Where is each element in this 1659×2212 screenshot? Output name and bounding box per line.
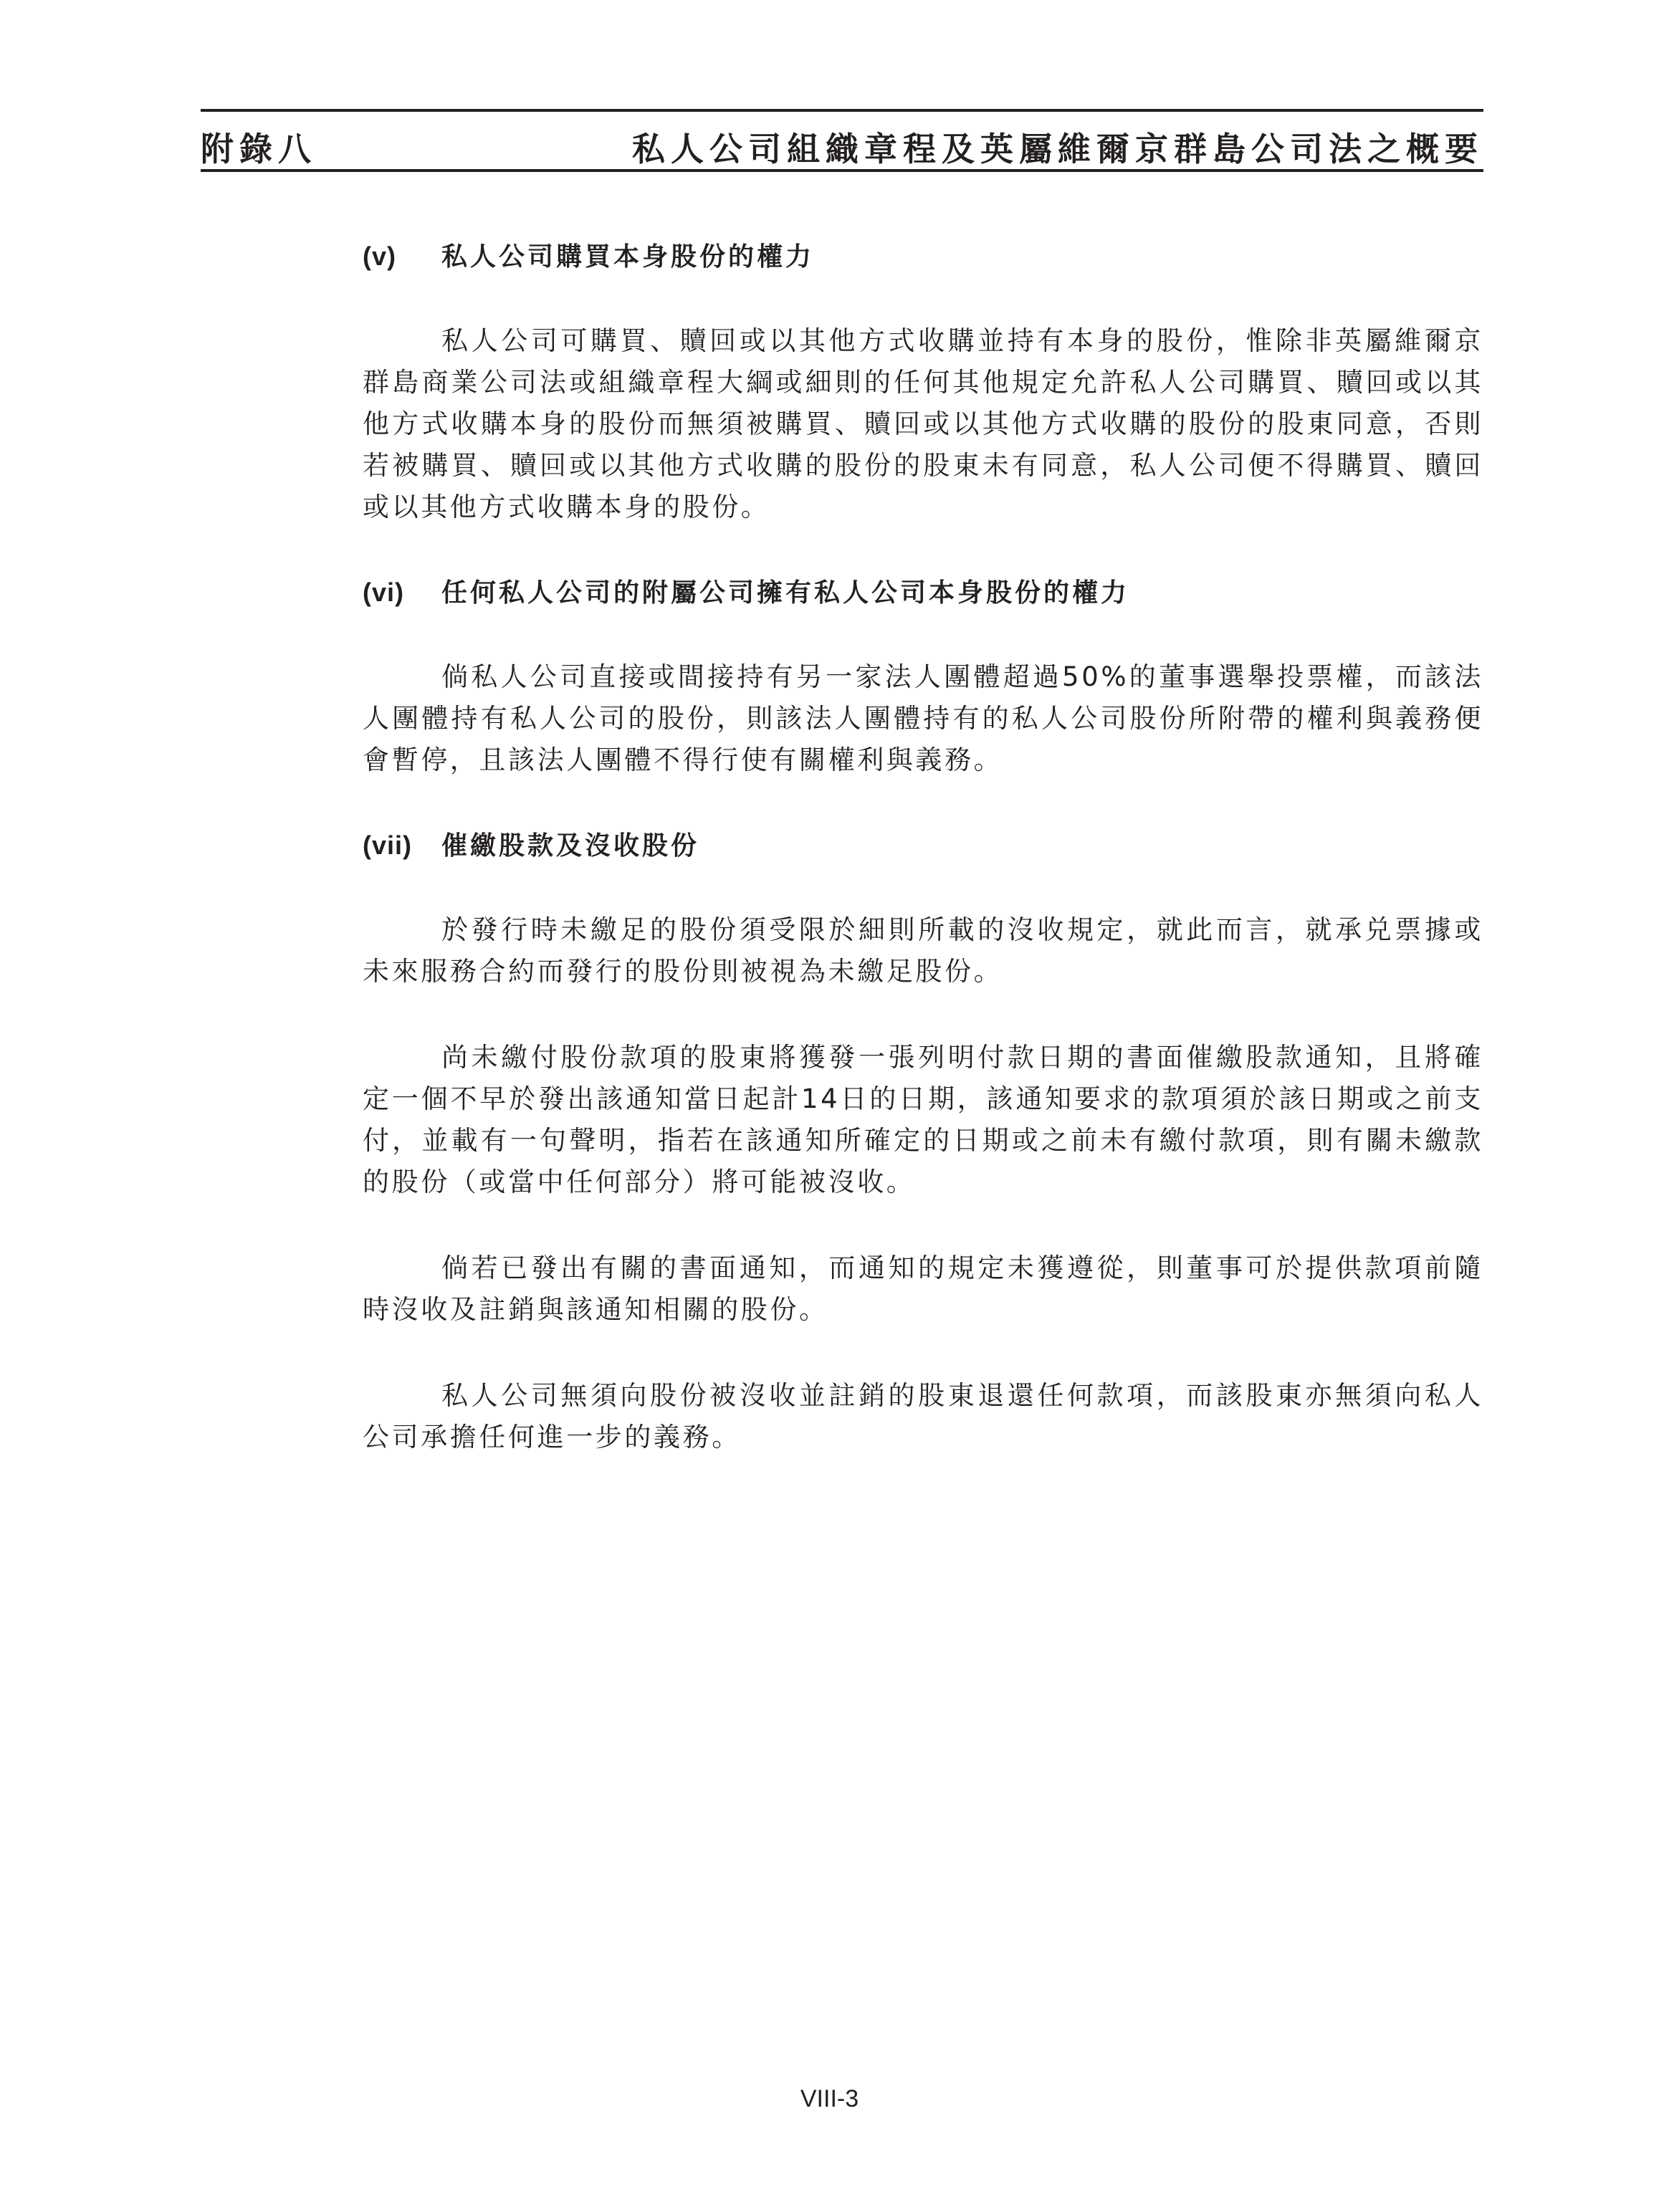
section-heading	[363, 573, 1483, 613]
paragraph: 私人公司無須向股份被沒收並註銷的股東退還任何款項，而該股東亦無須向私人公司承擔任何進一步的義務。	[363, 1380, 1483, 1452]
section-number: (vi)	[363, 578, 404, 607]
appendix-label: 附錄八	[201, 130, 317, 168]
section-title: 任何私人公司的附屬公司擁有私人公司本身股份的權力	[441, 578, 1130, 608]
paragraph: 於發行時未繳足的股份須受限於細則所載的沒收規定，就此而言，就承兑票據或未來服務合約而發行的股份則被視為未繳足股份。	[363, 914, 1483, 987]
paragraph: 私人公司可購買、贖回或以其他方式收購並持有本身的股份，惟除非英屬維爾京群島商業公司法或組織章程大綱或細則的任何其他規定允許私人公司購買、贖回或以其他方式收購本身的股份而無須被購買、贖回或以其他方式收購的股份的股東同意，否則若被購買、贖回或以其他方式收購的股份的股東未有同意，私人公司便不得購買、贖回或以其他方式收購本身的股份。	[363, 325, 1483, 522]
page-header	[201, 109, 1483, 172]
paragraph: 尚未繳付股份款項的股東將獲發一張列明付款日期的書面催繳股款通知，且將確定一個不早於發出該通知當日起計14日的日期，該通知要求的款項須於該日期或之前支付，並載有一句聲明，指若在該通知所確定的日期或之前未有繳付款項，則有關未繳款的股份（或當中任何部分）將可能被沒收。	[363, 1042, 1483, 1197]
section-title: 催繳股款及沒收股份	[441, 831, 700, 861]
paragraph: 倘若已發出有關的書面通知，而通知的規定未獲遵從，則董事可於提供款項前隨時沒收及註銷與該通知相關的股份。	[363, 1253, 1483, 1325]
document-body	[363, 236, 1483, 1503]
appendix-title: 私人公司組織章程及英屬維爾京群島公司法之概要	[632, 130, 1483, 168]
section-heading	[363, 236, 1483, 277]
section-number: (v)	[363, 241, 396, 271]
section-title: 私人公司購買本身股份的權力	[441, 242, 815, 272]
paragraph: 倘私人公司直接或間接持有另一家法人團體超過50%的董事選舉投票權，而該法人團體持有私人公司的股份，則該法人團體持有的私人公司股份所附帶的權利與義務便會暫停，且該法人團體不得行使有關權利與義務。	[363, 661, 1483, 775]
section-heading	[363, 825, 1483, 866]
page-number: VIII-3	[800, 2085, 859, 2112]
section-number: (vii)	[363, 830, 413, 860]
